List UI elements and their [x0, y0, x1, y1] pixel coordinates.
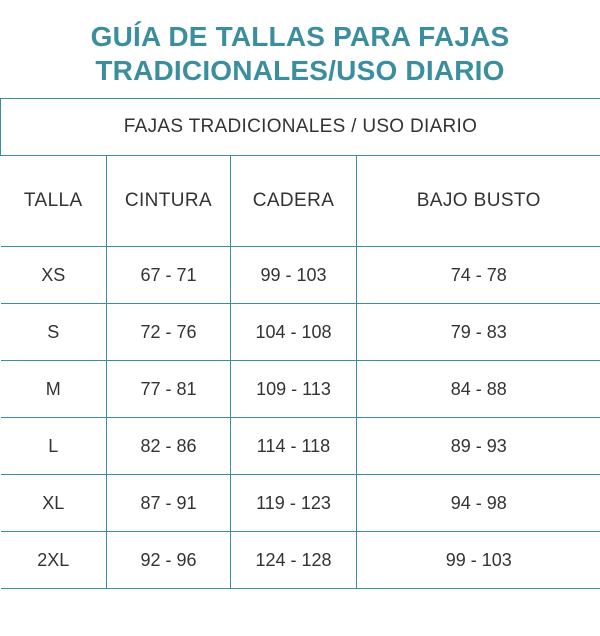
cell-cintura: 92 - 96 — [107, 532, 231, 589]
cell-cintura: 72 - 76 — [107, 304, 231, 361]
column-header-bajo-busto: BAJO BUSTO — [357, 156, 600, 247]
cell-cadera: 114 - 118 — [231, 418, 357, 475]
table-row — [1, 304, 600, 361]
column-header-cadera: CADERA — [231, 156, 357, 247]
cell-bajo-busto: 79 - 83 — [357, 304, 600, 361]
cell-cintura: 77 - 81 — [107, 361, 231, 418]
cell-talla: XS — [1, 247, 107, 304]
table-caption: FAJAS TRADICIONALES / USO DIARIO — [1, 99, 600, 156]
cell-talla: L — [1, 418, 107, 475]
cell-cintura: 67 - 71 — [107, 247, 231, 304]
table-row — [1, 532, 600, 589]
size-chart-table — [0, 98, 600, 589]
cell-cadera: 104 - 108 — [231, 304, 357, 361]
table-row — [1, 361, 600, 418]
table-header-row — [1, 156, 600, 247]
cell-bajo-busto: 84 - 88 — [357, 361, 600, 418]
cell-talla: 2XL — [1, 532, 107, 589]
page-title — [0, 0, 600, 98]
cell-bajo-busto: 74 - 78 — [357, 247, 600, 304]
page-title-line-1: GUÍA DE TALLAS PARA FAJAS — [90, 21, 510, 52]
table-row — [1, 418, 600, 475]
cell-bajo-busto: 94 - 98 — [357, 475, 600, 532]
cell-bajo-busto: 99 - 103 — [357, 532, 600, 589]
cell-cintura: 87 - 91 — [107, 475, 231, 532]
cell-cadera: 124 - 128 — [231, 532, 357, 589]
cell-cadera: 119 - 123 — [231, 475, 357, 532]
cell-cadera: 99 - 103 — [231, 247, 357, 304]
column-header-cintura: CINTURA — [107, 156, 231, 247]
cell-cadera: 109 - 113 — [231, 361, 357, 418]
table-caption-row — [1, 99, 600, 156]
table-row — [1, 475, 600, 532]
page-title-line-2: TRADICIONALES/USO DIARIO — [95, 55, 505, 86]
cell-talla: XL — [1, 475, 107, 532]
column-header-talla: TALLA — [1, 156, 107, 247]
cell-talla: S — [1, 304, 107, 361]
table-row — [1, 247, 600, 304]
cell-talla: M — [1, 361, 107, 418]
cell-cintura: 82 - 86 — [107, 418, 231, 475]
cell-bajo-busto: 89 - 93 — [357, 418, 600, 475]
